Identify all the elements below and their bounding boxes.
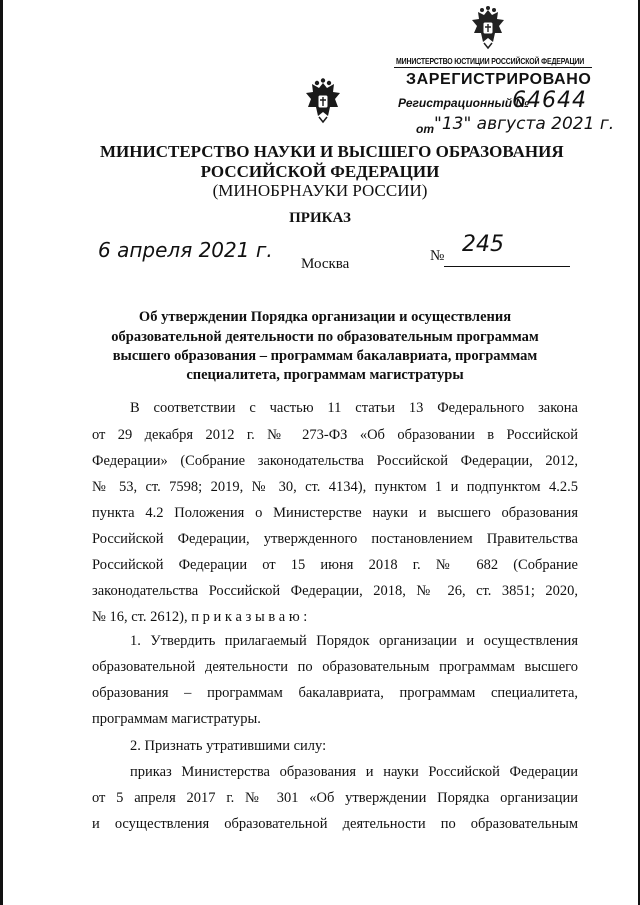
order-city: Москва — [301, 256, 350, 272]
body-line: Российской Федерации от 15 июня 2018 г. № 682 (Собрание — [92, 557, 578, 573]
body-line: В соответствии с частью 11 статьи 13 Федерального закона — [130, 400, 578, 416]
body-line: пункта 4.2 Положения о Министерстве науки и высшего образования — [92, 505, 578, 521]
subject-line: специалитета, программам магистратуры — [186, 367, 464, 383]
subject-line: образовательной деятельности по образовательным программам — [111, 329, 539, 345]
body-line: № 16, ст. 2612), п р и к а з ы в а ю : — [92, 609, 308, 625]
body-line: законодательства Российской Федерации, 2018, № 26, ст. 3851; 2020, — [92, 583, 578, 599]
order-number-sign: № — [430, 248, 445, 264]
subject-line: Об утверждении Порядка организации и осуществления — [138, 309, 512, 325]
order-number-underline — [444, 266, 570, 267]
body-line: образования – программам бакалавриата, программам специалитета, — [92, 685, 578, 701]
body-line: 2. Признать утратившими силу: — [130, 738, 327, 754]
scan-edge-left — [0, 0, 3, 905]
stamp-regnum-label: Регистрационный № — [398, 96, 530, 110]
ministry-name-line1: МИНИСТЕРСТВО НАУКИ И ВЫСШЕГО ОБРАЗОВАНИЯ — [100, 142, 564, 161]
document-type: ПРИКАЗ — [289, 210, 351, 226]
body-line: приказ Министерства образования и науки Российской Федерации — [130, 764, 578, 780]
body-line: Федерации» (Собрание законодательства Российской Федерации, 2012, — [92, 453, 578, 469]
ministry-short-name: (МИНОБРНАУКИ РОССИИ) — [212, 181, 428, 200]
registration-stamp — [388, 0, 615, 138]
stamp-registered-label: ЗАРЕГИСТРИРОВАНО — [406, 71, 592, 88]
stamp-date-value: "13" августа 2021 г. — [434, 114, 615, 134]
body-line: от 29 декабря 2012 г. № 273-ФЗ «Об образовании в Российской — [92, 427, 578, 443]
coat-of-arms-icon — [303, 78, 343, 124]
order-number: 245 — [462, 232, 504, 257]
stamp-ministry-name: МИНИСТЕРСТВО ЮСТИЦИИ РОССИЙСКОЙ ФЕДЕРАЦИИ — [396, 56, 585, 66]
body-line: и осуществления образовательной деятельности по образовательным — [92, 816, 578, 832]
ministry-name-line2: РОССИЙСКОЙ ФЕДЕРАЦИИ — [200, 162, 440, 181]
body-line: 1. Утвердить прилагаемый Порядок организации и осуществления — [130, 633, 578, 649]
stamp-regnum-value: 64644 — [512, 88, 587, 113]
stamp-divider — [394, 67, 592, 68]
body-line: программам магистратуры. — [92, 711, 261, 727]
body-line: образовательной деятельности по образовательным программам высшего — [92, 659, 578, 675]
body-line: от 5 апреля 2017 г. № 301 «Об утверждении Порядка организации — [92, 790, 578, 806]
body-line: № 53, ст. 7598; 2019, № 30, ст. 4134), пунктом 1 и подпунктом 4.2.5 — [92, 479, 578, 495]
stamp-date-label: от — [416, 122, 434, 136]
order-date: 6 апреля 2021 г. — [98, 238, 273, 262]
coat-of-arms-icon — [468, 6, 508, 50]
subject-line: высшего образования – программам бакалавриата, программам — [112, 348, 538, 364]
body-line: Российской Федерации, утвержденного постановлением Правительства — [92, 531, 578, 547]
